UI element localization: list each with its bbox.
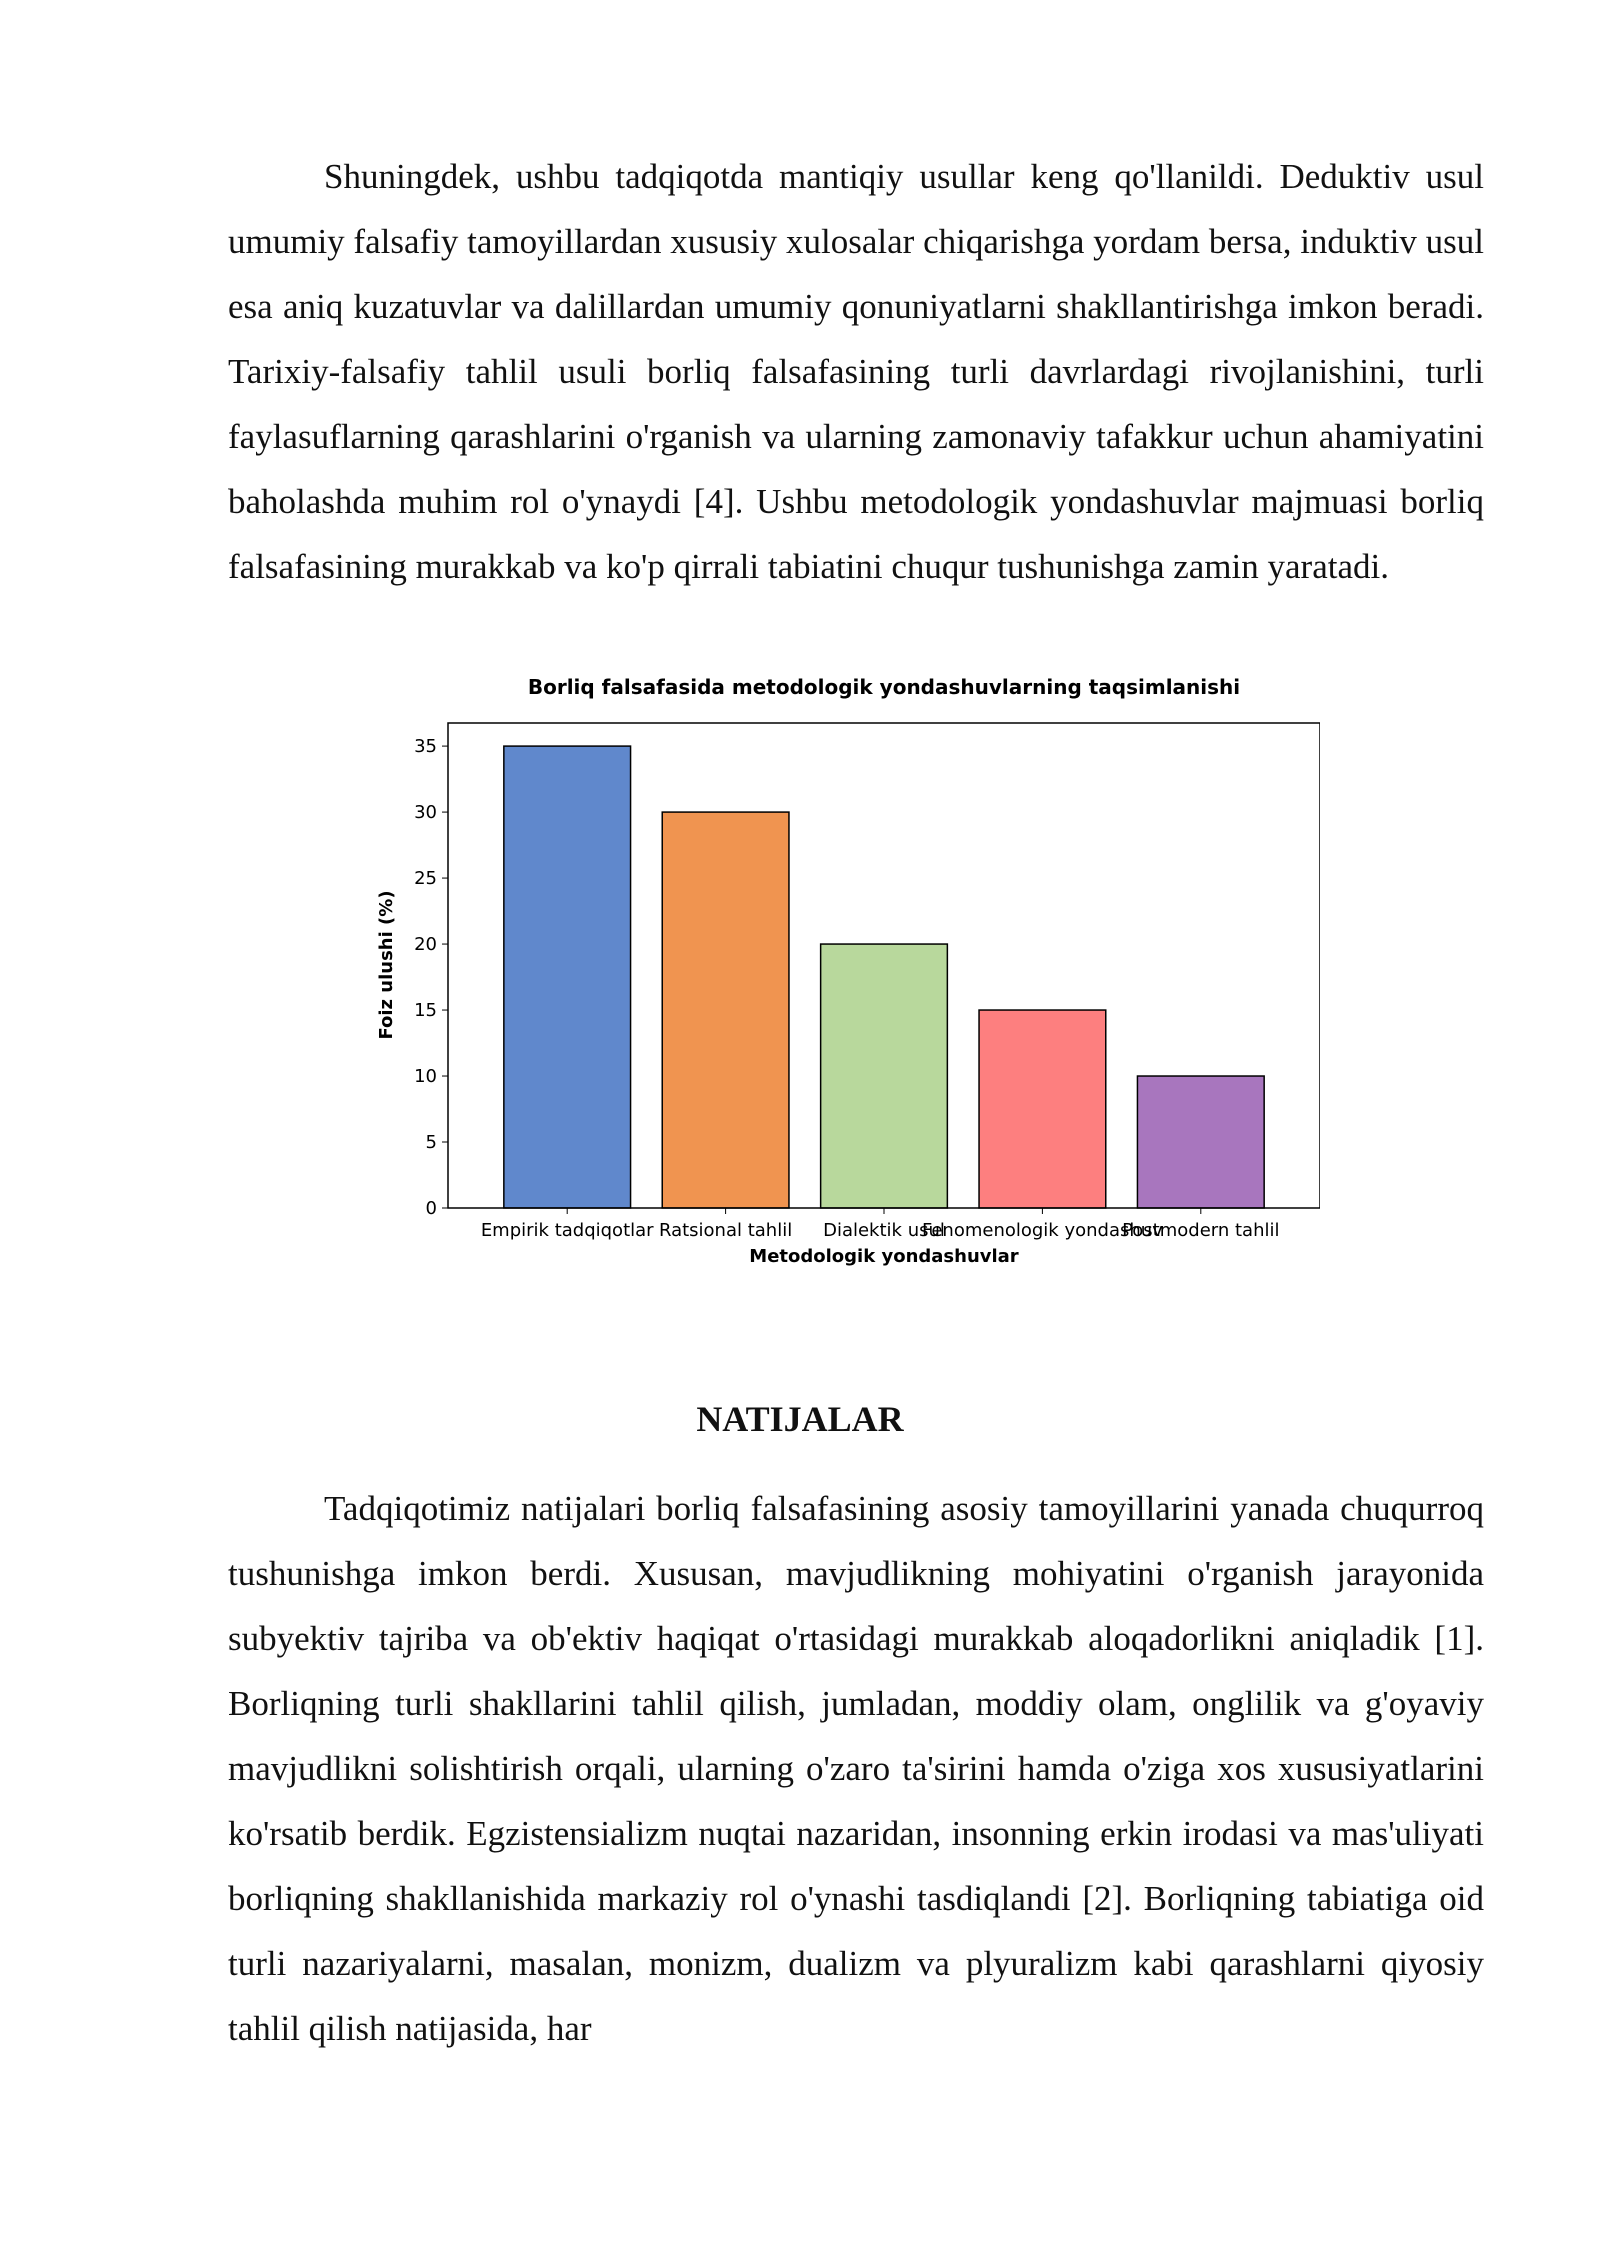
x-tick-label: Ratsional tahlil xyxy=(658,1220,793,1241)
y-tick-label: 25 xyxy=(414,868,437,890)
y-tick-label: 0 xyxy=(425,1198,437,1219)
y-tick-label: 20 xyxy=(414,934,437,956)
y-axis-label: Foiz ulushi (%) xyxy=(376,890,397,1040)
y-tick-label: 5 xyxy=(425,1132,437,1154)
y-tick-label: 15 xyxy=(414,1000,437,1022)
section-heading: NATIJALAR xyxy=(696,1399,904,1439)
x-axis-label: Metodologik yondashuvlar xyxy=(749,1246,1019,1267)
bar-2 xyxy=(821,944,948,1208)
x-tick-label: Postmodern tahlil xyxy=(1122,1220,1280,1241)
paragraph-methods: Shuningdek, ushbu tadqiqotda mantiqiy usullar keng qo'llanildi. Deduktiv usul umumiy falsafiy tamoyillardan xususiy xulosalar chiqarishga yordam bersa, induktiv usul esa aniq kuzatuvlar va dalillardan umumiy qonuniyatlarni shakllantirishga imkon beradi. Tarixiy-falsafiy tahlil usuli borliq falsafasining turli davrlardagi rivojlanishini, turli faylasuflarning qarashlarini o'rganish va ularning zamonaviy tafakkur uchun ahamiyatini baholashda muhim rol o'ynaydi [4]. Ushbu metodologik yondashuvlar majmuasi borliq falsafasining murakkab va ko'p qirrali tabiatini chuqur tushunishga zamin yaratadi. xyxy=(228,157,1484,586)
bar-0 xyxy=(504,746,631,1208)
bar-chart xyxy=(360,672,1320,1292)
bar-3 xyxy=(979,1010,1106,1208)
x-tick-label: Dialektik usul xyxy=(823,1220,945,1241)
y-tick-label: 35 xyxy=(414,736,437,758)
y-tick-label: 30 xyxy=(414,802,437,824)
y-tick-label: 10 xyxy=(414,1066,437,1088)
chart-title: Borliq falsafasida metodologik yondashuvlarning taqsimlanishi xyxy=(527,675,1241,699)
x-tick-label: Fenomenologik yondashuv xyxy=(921,1220,1163,1241)
bar-4 xyxy=(1137,1076,1264,1208)
x-tick-label: Empirik tadqiqotlar xyxy=(480,1220,654,1241)
bar-1 xyxy=(662,812,789,1208)
paragraph-results: Tadqiqotimiz natijalari borliq falsafasining asosiy tamoyillarini yanada chuqurroq tushunishga imkon berdi. Xususan, mavjudlikning mohiyatini o'rganish jarayonida subyektiv tajriba va ob'ektiv haqiqat o'rtasidagi murakkab aloqadorlikni aniqladik [1]. Borliqning turli shakllarini tahlil qilish, jumladan, moddiy olam, onglilik va g'oyaviy mavjudlikni solishtirish orqali, ularning o'zaro ta'sirini hamda o'ziga xos xususiyatlarini ko'rsatib berdik. Egzistensializm nuqtai nazaridan, insonning erkin irodasi va mas'uliyati borliqning shakllanishida markaziy rol o'ynashi tasdiqlandi [2]. Borliqning tabiatiga oid turli nazariyalarni, masalan, monizm, dualizm va plyuralizm kabi qarashlarni qiyosiy tahlil qilish natijasida, har xyxy=(228,1489,1484,2048)
